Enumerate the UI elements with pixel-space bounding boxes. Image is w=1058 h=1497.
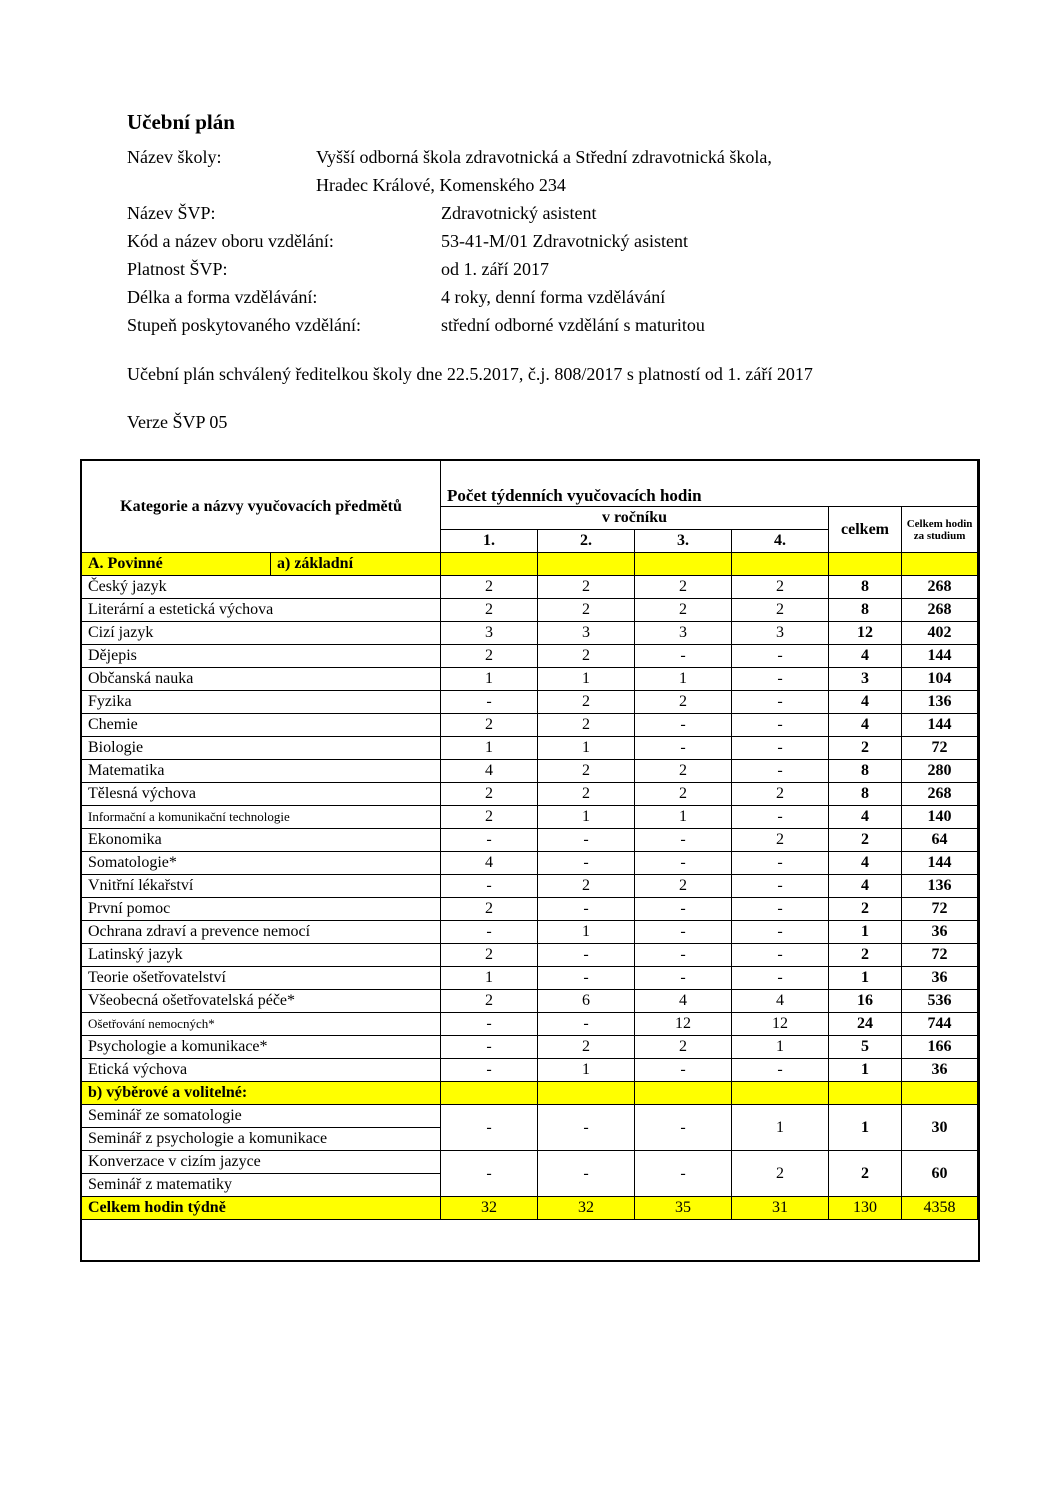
section-b-cell xyxy=(902,1082,978,1105)
year-1-hours: 1 xyxy=(441,967,538,990)
elective-study-hours: 60 xyxy=(902,1151,978,1197)
validity-value: od 1. září 2017 xyxy=(441,259,549,279)
year-4-hours: 12 xyxy=(732,1013,829,1036)
section-a-cell xyxy=(902,553,978,576)
header-year-2: 2. xyxy=(538,530,635,553)
subject-name: Vnitřní lékařství xyxy=(82,875,441,898)
subject-name: Latinský jazyk xyxy=(82,944,441,967)
subject-name: Ekonomika xyxy=(82,829,441,852)
table-row xyxy=(82,760,978,783)
subject-study-hours: 140 xyxy=(902,806,978,829)
subject-total: 8 xyxy=(829,576,902,599)
subject-study-hours: 166 xyxy=(902,1036,978,1059)
year-3-hours: - xyxy=(635,737,732,760)
year-1-hours: 1 xyxy=(441,668,538,691)
year-4-hours: - xyxy=(732,967,829,990)
length-value: 4 roky, denní forma vzdělávání xyxy=(441,287,666,307)
year-1-hours: 2 xyxy=(441,599,538,622)
subject-study-hours: 144 xyxy=(902,645,978,668)
subject-study-hours: 268 xyxy=(902,576,978,599)
year-2-hours: 6 xyxy=(538,990,635,1013)
year-4-hours: - xyxy=(732,714,829,737)
table-row xyxy=(82,1013,978,1036)
year-2-hours: 1 xyxy=(538,921,635,944)
level-label: Stupeň poskytovaného vzdělání: xyxy=(127,315,361,335)
year-1-hours: - xyxy=(441,1036,538,1059)
total-year-1: 32 xyxy=(441,1197,538,1220)
year-2-hours: 1 xyxy=(538,668,635,691)
year-2-hours: 2 xyxy=(538,1036,635,1059)
year-2-hours: - xyxy=(538,1151,635,1197)
subject-name: Literární a estetická výchova xyxy=(82,599,441,622)
subject-total: 4 xyxy=(829,691,902,714)
year-1-hours: - xyxy=(441,1059,538,1082)
year-4-hours: - xyxy=(732,668,829,691)
year-4-hours: 2 xyxy=(732,1151,829,1197)
year-4-hours: - xyxy=(732,852,829,875)
elective-total: 2 xyxy=(829,1151,902,1197)
subject-name: Ošetřování nemocných* xyxy=(82,1013,441,1036)
subject-study-hours: 136 xyxy=(902,875,978,898)
subject-total: 4 xyxy=(829,806,902,829)
subject-total: 2 xyxy=(829,829,902,852)
year-2-hours: 2 xyxy=(538,645,635,668)
year-2-hours: 2 xyxy=(538,875,635,898)
subject-study-hours: 72 xyxy=(902,898,978,921)
elective-row xyxy=(82,1105,978,1128)
year-1-hours: 1 xyxy=(441,737,538,760)
year-1-hours: 2 xyxy=(441,714,538,737)
year-2-hours: 1 xyxy=(538,1059,635,1082)
subject-study-hours: 536 xyxy=(902,990,978,1013)
subject-total: 1 xyxy=(829,1059,902,1082)
year-3-hours: 2 xyxy=(635,760,732,783)
year-2-hours: - xyxy=(538,852,635,875)
year-1-hours: - xyxy=(441,921,538,944)
year-4-hours: 4 xyxy=(732,990,829,1013)
table-row xyxy=(82,829,978,852)
total-year-3: 35 xyxy=(635,1197,732,1220)
subject-total: 5 xyxy=(829,1036,902,1059)
section-b-cell xyxy=(829,1082,902,1105)
year-2-hours: 2 xyxy=(538,783,635,806)
table-row xyxy=(82,852,978,875)
header-year-1: 1. xyxy=(441,530,538,553)
year-4-hours: 2 xyxy=(732,599,829,622)
header-study-total: Celkem hodin za studium xyxy=(902,507,978,553)
subject-study-hours: 104 xyxy=(902,668,978,691)
subject-total: 24 xyxy=(829,1013,902,1036)
total-row xyxy=(82,1197,978,1220)
year-1-hours: 2 xyxy=(441,898,538,921)
year-4-hours: - xyxy=(732,1059,829,1082)
subject-study-hours: 36 xyxy=(902,967,978,990)
header-category: Kategorie a názvy vyučovacích předmětů xyxy=(82,461,441,553)
elective-name: Konverzace v cizím jazyce xyxy=(82,1151,441,1174)
year-2-hours: - xyxy=(538,898,635,921)
subject-study-hours: 36 xyxy=(902,1059,978,1082)
document-title: Učební plán xyxy=(127,110,235,134)
table-row xyxy=(82,645,978,668)
year-3-hours: 2 xyxy=(635,599,732,622)
total-week-hours: 130 xyxy=(829,1197,902,1220)
subject-study-hours: 36 xyxy=(902,921,978,944)
field-code-value: 53-41-M/01 Zdravotnický asistent xyxy=(441,231,688,251)
year-3-hours: - xyxy=(635,1059,732,1082)
year-3-hours: - xyxy=(635,852,732,875)
year-3-hours: 12 xyxy=(635,1013,732,1036)
year-1-hours: 2 xyxy=(441,645,538,668)
header-hours: Počet týdenních vyučovacích hodin xyxy=(441,461,978,507)
year-3-hours: 2 xyxy=(635,576,732,599)
year-4-hours: 2 xyxy=(732,576,829,599)
section-a-row xyxy=(82,553,978,576)
section-a-cell xyxy=(829,553,902,576)
year-1-hours: 2 xyxy=(441,576,538,599)
year-3-hours: - xyxy=(635,1105,732,1151)
section-a-cell xyxy=(635,553,732,576)
elective-name: Seminář z psychologie a komunikace xyxy=(82,1128,441,1151)
school-address-value: Hradec Králové, Komenského 234 xyxy=(316,175,566,195)
year-3-hours: - xyxy=(635,898,732,921)
subject-total: 8 xyxy=(829,783,902,806)
year-1-hours: - xyxy=(441,1013,538,1036)
year-3-hours: 3 xyxy=(635,622,732,645)
year-1-hours: 2 xyxy=(441,806,538,829)
year-4-hours: - xyxy=(732,944,829,967)
year-4-hours: - xyxy=(732,691,829,714)
table-row xyxy=(82,944,978,967)
section-b-row xyxy=(82,1082,978,1105)
year-1-hours: - xyxy=(441,829,538,852)
table-row xyxy=(82,967,978,990)
year-3-hours: - xyxy=(635,829,732,852)
elective-study-hours: 30 xyxy=(902,1105,978,1151)
table-row xyxy=(82,668,978,691)
subject-study-hours: 64 xyxy=(902,829,978,852)
year-3-hours: - xyxy=(635,921,732,944)
table-row xyxy=(82,622,978,645)
subject-study-hours: 280 xyxy=(902,760,978,783)
year-1-hours: - xyxy=(441,1151,538,1197)
field-code-label: Kód a název oboru vzdělání: xyxy=(127,231,334,251)
total-year-2: 32 xyxy=(538,1197,635,1220)
year-1-hours: 3 xyxy=(441,622,538,645)
subject-total: 2 xyxy=(829,737,902,760)
subject-name: Teorie ošetřovatelství xyxy=(82,967,441,990)
curriculum-table xyxy=(81,460,978,1220)
subject-name: Ochrana zdraví a prevence nemocí xyxy=(82,921,441,944)
subject-name: Český jazyk xyxy=(82,576,441,599)
year-2-hours: - xyxy=(538,944,635,967)
year-4-hours: 2 xyxy=(732,829,829,852)
table-row xyxy=(82,898,978,921)
header-total: celkem xyxy=(829,507,902,553)
table-row xyxy=(82,599,978,622)
section-a-cell xyxy=(732,553,829,576)
subject-name: Dějepis xyxy=(82,645,441,668)
subject-study-hours: 268 xyxy=(902,599,978,622)
table-row xyxy=(82,714,978,737)
subject-total: 3 xyxy=(829,668,902,691)
year-4-hours: - xyxy=(732,645,829,668)
table-row xyxy=(82,921,978,944)
year-1-hours: 4 xyxy=(441,852,538,875)
subject-name: Cizí jazyk xyxy=(82,622,441,645)
subject-name: Matematika xyxy=(82,760,441,783)
total-study-hours: 4358 xyxy=(902,1197,978,1220)
subject-study-hours: 144 xyxy=(902,714,978,737)
year-3-hours: 1 xyxy=(635,806,732,829)
year-1-hours: 4 xyxy=(441,760,538,783)
year-3-hours: 4 xyxy=(635,990,732,1013)
year-4-hours: - xyxy=(732,898,829,921)
section-b-cell xyxy=(538,1082,635,1105)
subject-name: Etická výchova xyxy=(82,1059,441,1082)
school-name-value: Vyšší odborná škola zdravotnická a Střední zdravotnická škola, xyxy=(316,147,772,167)
subject-name: Somatologie* xyxy=(82,852,441,875)
version-label: Verze ŠVP 05 xyxy=(127,412,228,432)
subject-total: 4 xyxy=(829,852,902,875)
subject-name: Informační a komunikační technologie xyxy=(82,806,441,829)
subject-name: První pomoc xyxy=(82,898,441,921)
subject-name: Tělesná výchova xyxy=(82,783,441,806)
year-3-hours: 2 xyxy=(635,691,732,714)
year-2-hours: 1 xyxy=(538,806,635,829)
year-3-hours: 2 xyxy=(635,875,732,898)
year-4-hours: - xyxy=(732,921,829,944)
table-row xyxy=(82,737,978,760)
section-a-cell xyxy=(538,553,635,576)
table-row xyxy=(82,806,978,829)
table-row xyxy=(82,990,978,1013)
year-4-hours: 1 xyxy=(732,1105,829,1151)
year-1-hours: - xyxy=(441,1105,538,1151)
subject-study-hours: 744 xyxy=(902,1013,978,1036)
section-b-label: b) výběrové a volitelné: xyxy=(82,1082,441,1105)
table-row xyxy=(82,1036,978,1059)
elective-name: Seminář ze somatologie xyxy=(82,1105,441,1128)
length-label: Délka a forma vzdělávání: xyxy=(127,287,318,307)
table-row xyxy=(82,875,978,898)
subject-name: Chemie xyxy=(82,714,441,737)
header-year-4: 4. xyxy=(732,530,829,553)
table-row xyxy=(82,576,978,599)
year-1-hours: 2 xyxy=(441,990,538,1013)
subject-study-hours: 402 xyxy=(902,622,978,645)
total-year-4: 31 xyxy=(732,1197,829,1220)
svp-name-value: Zdravotnický asistent xyxy=(441,203,597,223)
subject-study-hours: 268 xyxy=(902,783,978,806)
year-2-hours: 1 xyxy=(538,737,635,760)
year-3-hours: - xyxy=(635,1151,732,1197)
elective-name: Seminář z matematiky xyxy=(82,1174,441,1197)
approval-note: Učební plán schválený ředitelkou školy dne 22.5.2017, č.j. 808/2017 s platností od 1. září 2017 xyxy=(127,364,813,384)
year-3-hours: 2 xyxy=(635,1036,732,1059)
year-1-hours: 2 xyxy=(441,783,538,806)
level-value: střední odborné vzdělání s maturitou xyxy=(441,315,705,335)
year-1-hours: - xyxy=(441,691,538,714)
subject-total: 8 xyxy=(829,599,902,622)
table-row xyxy=(82,1059,978,1082)
header-year-3: 3. xyxy=(635,530,732,553)
year-2-hours: 2 xyxy=(538,599,635,622)
subject-total: 2 xyxy=(829,944,902,967)
subject-name: Občanská nauka xyxy=(82,668,441,691)
year-4-hours: 1 xyxy=(732,1036,829,1059)
year-3-hours: - xyxy=(635,714,732,737)
subject-study-hours: 144 xyxy=(902,852,978,875)
subject-total: 12 xyxy=(829,622,902,645)
table-row xyxy=(82,691,978,714)
subject-total: 4 xyxy=(829,714,902,737)
subject-study-hours: 72 xyxy=(902,944,978,967)
subject-total: 4 xyxy=(829,875,902,898)
section-a-sublabel: a) základní xyxy=(271,553,441,576)
validity-label: Platnost ŠVP: xyxy=(127,259,228,279)
subject-name: Všeobecná ošetřovatelská péče* xyxy=(82,990,441,1013)
year-4-hours: 3 xyxy=(732,622,829,645)
header-grade: v ročníku xyxy=(441,507,829,530)
subject-total: 4 xyxy=(829,645,902,668)
svp-name-label: Název ŠVP: xyxy=(127,203,216,223)
year-2-hours: 2 xyxy=(538,691,635,714)
total-label: Celkem hodin týdně xyxy=(82,1197,441,1220)
year-3-hours: - xyxy=(635,645,732,668)
subject-total: 8 xyxy=(829,760,902,783)
year-3-hours: 1 xyxy=(635,668,732,691)
year-4-hours: - xyxy=(732,875,829,898)
subject-study-hours: 136 xyxy=(902,691,978,714)
year-4-hours: - xyxy=(732,737,829,760)
subject-study-hours: 72 xyxy=(902,737,978,760)
subject-name: Psychologie a komunikace* xyxy=(82,1036,441,1059)
subject-total: 1 xyxy=(829,967,902,990)
section-a-cell xyxy=(441,553,538,576)
year-1-hours: - xyxy=(441,875,538,898)
section-a-label: A. Povinné xyxy=(82,553,271,576)
year-2-hours: 2 xyxy=(538,576,635,599)
elective-row xyxy=(82,1151,978,1174)
section-b-cell xyxy=(441,1082,538,1105)
year-3-hours: - xyxy=(635,967,732,990)
subject-total: 1 xyxy=(829,921,902,944)
subject-total: 2 xyxy=(829,898,902,921)
section-b-cell xyxy=(635,1082,732,1105)
school-name-label: Název školy: xyxy=(127,147,222,167)
year-3-hours: 2 xyxy=(635,783,732,806)
year-2-hours: 2 xyxy=(538,714,635,737)
subject-name: Biologie xyxy=(82,737,441,760)
year-2-hours: 3 xyxy=(538,622,635,645)
elective-total: 1 xyxy=(829,1105,902,1151)
year-3-hours: - xyxy=(635,944,732,967)
year-4-hours: - xyxy=(732,760,829,783)
section-b-cell xyxy=(732,1082,829,1105)
table-row xyxy=(82,783,978,806)
year-2-hours: - xyxy=(538,967,635,990)
year-1-hours: 2 xyxy=(441,944,538,967)
year-2-hours: - xyxy=(538,1013,635,1036)
subject-total: 16 xyxy=(829,990,902,1013)
year-4-hours: - xyxy=(732,806,829,829)
year-2-hours: - xyxy=(538,829,635,852)
year-2-hours: 2 xyxy=(538,760,635,783)
subject-name: Fyzika xyxy=(82,691,441,714)
year-4-hours: 2 xyxy=(732,783,829,806)
year-2-hours: - xyxy=(538,1105,635,1151)
